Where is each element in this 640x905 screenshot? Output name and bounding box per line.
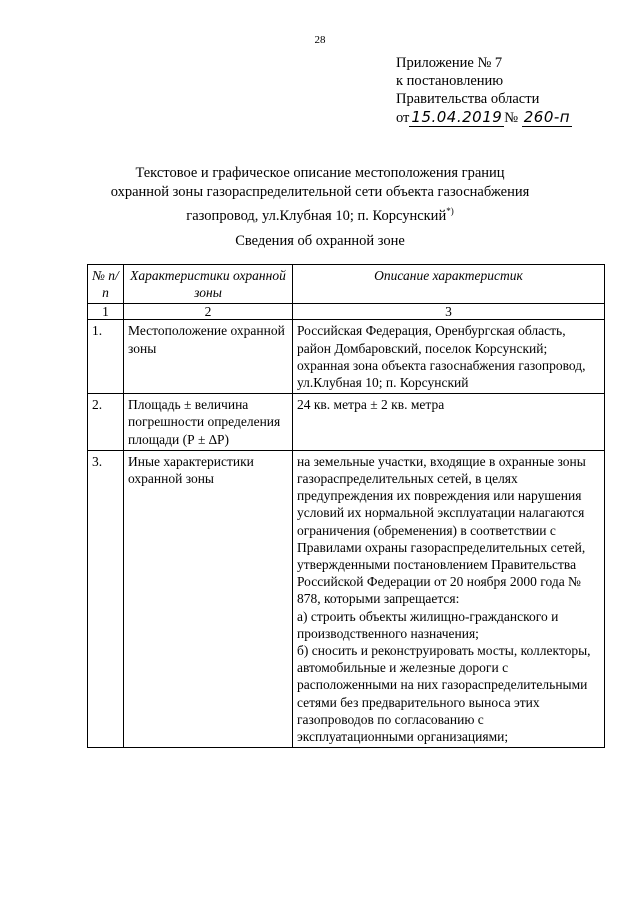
from-label: от xyxy=(396,110,410,126)
table-row xyxy=(88,450,605,747)
appendix-date-line xyxy=(396,108,572,127)
zone-info-table xyxy=(87,264,605,748)
title-line-2: охранной зоны газораспределительной сети объекта газоснабжения xyxy=(110,184,530,200)
footnote-mark: *) xyxy=(446,206,454,216)
number-label: № xyxy=(504,110,519,126)
section-subtitle: Сведения об охранной зоне xyxy=(235,233,405,249)
row-description: 24 кв. метра ± 2 кв. метра xyxy=(293,394,605,451)
column-number: 1 xyxy=(88,304,124,320)
row-number: 2. xyxy=(88,394,124,451)
title-line-3: газопровод, ул.Клубная 10; п. Корсунский*) xyxy=(186,206,454,224)
document-title xyxy=(60,164,580,226)
row-characteristic: Иные характеристики охранной зоны xyxy=(124,450,293,747)
page-number: 28 xyxy=(314,34,326,46)
appendix-line-2: к постановлению xyxy=(396,73,504,89)
title-line-1: Текстовое и графическое описание местоположения границ xyxy=(135,165,505,181)
column-number: 3 xyxy=(293,304,605,320)
handwritten-date: 15.04.2019 xyxy=(411,108,503,126)
table-header-row xyxy=(88,265,605,304)
header-description: Описание характеристик xyxy=(293,265,605,304)
row-number: 3. xyxy=(88,450,124,747)
column-number: 2 xyxy=(124,304,293,320)
row-number: 1. xyxy=(88,320,124,394)
table-row xyxy=(88,320,605,394)
row-description: на земельные участки, входящие в охранные зоны газораспределительных сетей, в целях предупреждения их повреждения или нарушения условий их нормальной эксплуатации налагаются ограничения (обременения) в соответствии с Правилами охраны газораспределительных сетей, утвержденными постановлением Правительства Российской Федерации от 20 ноября 2000 года № 878, которыми запрещается: а) строить объекты жилищно-гражданского и производственного назначения; б) сносить и реконструировать мосты, коллекторы, автомобильные и железные дороги с расположенными на них газораспределительными сетями без предварительного выноса этих газопроводов по согласованию с эксплуатационными организациями; xyxy=(293,450,605,747)
row-characteristic: Местоположение охранной зоны xyxy=(124,320,293,394)
row-characteristic: Площадь ± величина погрешности определения площади (Р ± ∆Р) xyxy=(124,394,293,451)
appendix-line-1: Приложение № 7 xyxy=(396,55,503,71)
table-row xyxy=(88,394,605,451)
header-number: № п/п xyxy=(88,265,124,304)
handwritten-number: 260-п xyxy=(523,108,571,126)
column-number-row xyxy=(88,304,605,320)
appendix-line-3: Правительства области xyxy=(396,91,540,107)
appendix-block xyxy=(396,54,572,127)
header-characteristic: Характеристики охранной зоны xyxy=(124,265,293,304)
row-description: Российская Федерация, Оренбургская область, район Домбаровский, поселок Корсунский; охранная зона объекта газоснабжения газопровод, ул.Клубная 10; п. Корсунский xyxy=(293,320,605,394)
